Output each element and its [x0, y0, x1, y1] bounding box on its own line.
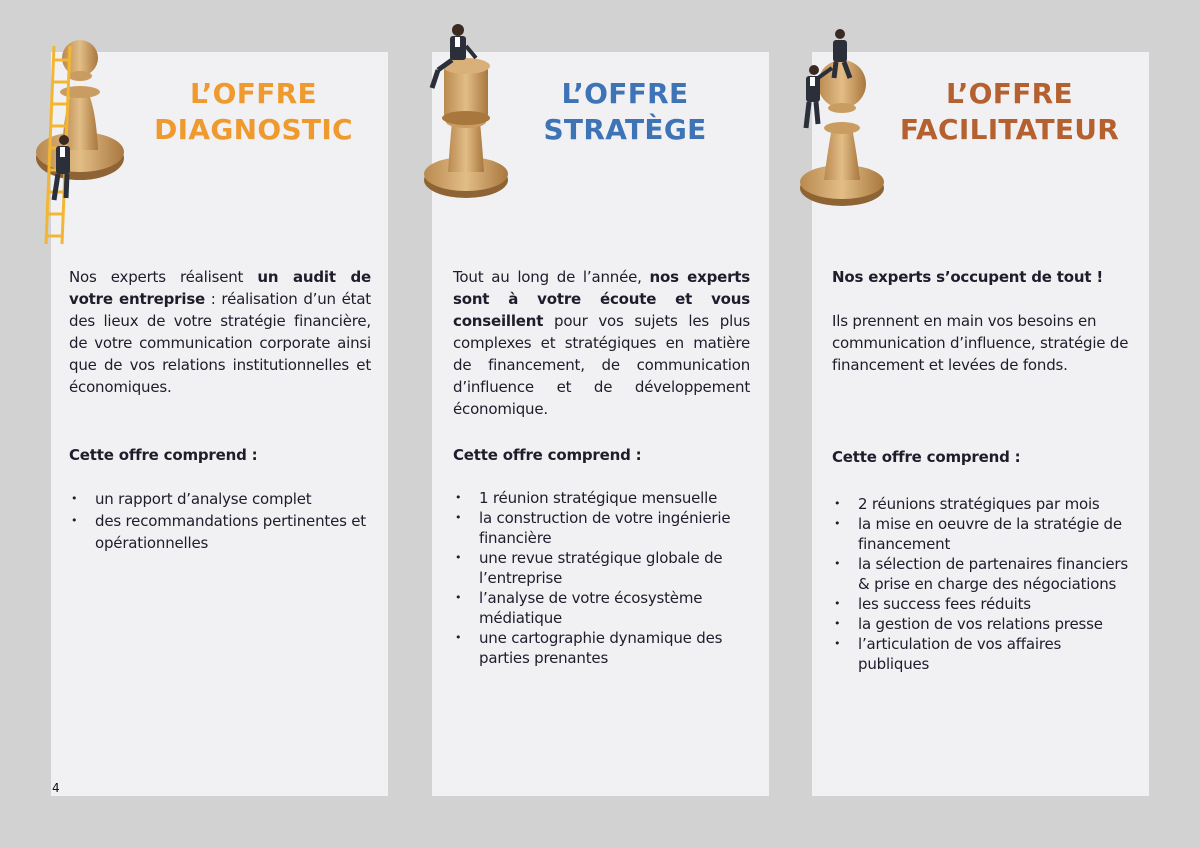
list-item: • 2 réunions stratégiques par mois [834, 495, 1100, 513]
chess-rook-businessman-icon [422, 22, 512, 202]
bullet-dot-icon: • [455, 491, 462, 504]
card-intro [832, 266, 1132, 376]
chess-pawn-helping-hand-icon [796, 28, 890, 210]
title-line-2: DIAGNOSTIC [154, 113, 353, 146]
intro-text: Ils prennent en main vos besoins en communication d’influence, stratégie de financement et levées de fonds. [832, 312, 1129, 374]
list-item: • une revue stratégique globale de l’entreprise [455, 549, 723, 587]
title-line-1: L’OFFRE [946, 77, 1073, 110]
card-intro: Tout au long de l’année, nos experts sont à votre écoute et vous conseillent pour vos sujets les plus complexes et stratégiques en matière de financement, de communication d’influence et de développement économique. [453, 268, 750, 418]
chess-pawn-ladder-icon [34, 30, 128, 248]
bullet-dot-icon: • [834, 517, 841, 530]
list-item: • des recommandations pertinentes et opérationnelles [71, 512, 366, 552]
bullet-dot-icon: • [455, 551, 462, 564]
bullet-dot-icon: • [71, 492, 78, 505]
card-subheading: Cette offre comprend : [832, 448, 1021, 466]
page-number: 4 [52, 781, 60, 795]
bullet-dot-icon: • [455, 511, 462, 524]
list-item: • la gestion de vos relations presse [834, 615, 1103, 633]
title-line-1: L’OFFRE [561, 77, 689, 110]
list-item: • la mise en oeuvre de la stratégie de financement [834, 515, 1122, 553]
card-title [882, 76, 1137, 148]
offer-bullet-list [832, 494, 1132, 674]
card-intro: Nos experts réalisent un audit de votre entreprise : réalisation d’un état des lieux de votre stratégie financière, de votre communication corporate ainsi que de vos relations institutionnelles et économiques. [69, 268, 371, 396]
bullet-dot-icon: • [834, 597, 841, 610]
bullet-dot-icon: • [834, 557, 841, 570]
card-subheading: Cette offre comprend : [453, 446, 642, 464]
title-line-2: FACILITATEUR [899, 113, 1120, 146]
bullet-dot-icon: • [834, 497, 841, 510]
list-item: • la sélection de partenaires financiers & prise en charge des négociations [834, 555, 1129, 593]
list-item: • les success fees réduits [834, 595, 1031, 613]
bullet-dot-icon: • [834, 637, 841, 650]
bullet-dot-icon: • [834, 617, 841, 630]
list-item: • une cartographie dynamique des parties prenantes [455, 629, 723, 667]
list-item: • 1 réunion stratégique mensuelle [455, 489, 718, 507]
intro-emphasis: Nos experts s’occupent de tout ! [832, 268, 1103, 286]
list-item: • la construction de votre ingénierie financière [455, 509, 731, 547]
bullet-dot-icon: • [455, 591, 462, 604]
list-item: • l’articulation de vos affaires publiques [834, 635, 1062, 673]
list-item: • l’analyse de votre écosystème médiatique [455, 589, 703, 627]
title-line-1: L’OFFRE [190, 77, 317, 110]
bullet-dot-icon: • [455, 631, 462, 644]
list-item: • un rapport d’analyse complet [71, 490, 312, 508]
card-subheading: Cette offre comprend : [69, 446, 258, 464]
title-line-2: STRATÈGE [543, 113, 707, 146]
card-title [141, 76, 366, 148]
intro-emphasis: un audit de votre entreprise [69, 268, 371, 308]
offer-bullet-list [69, 488, 369, 554]
card-title [522, 76, 728, 148]
intro-emphasis: nos experts sont à votre écoute et vous conseillent [453, 268, 750, 330]
bullet-dot-icon: • [71, 514, 78, 527]
offer-bullet-list [453, 488, 753, 668]
